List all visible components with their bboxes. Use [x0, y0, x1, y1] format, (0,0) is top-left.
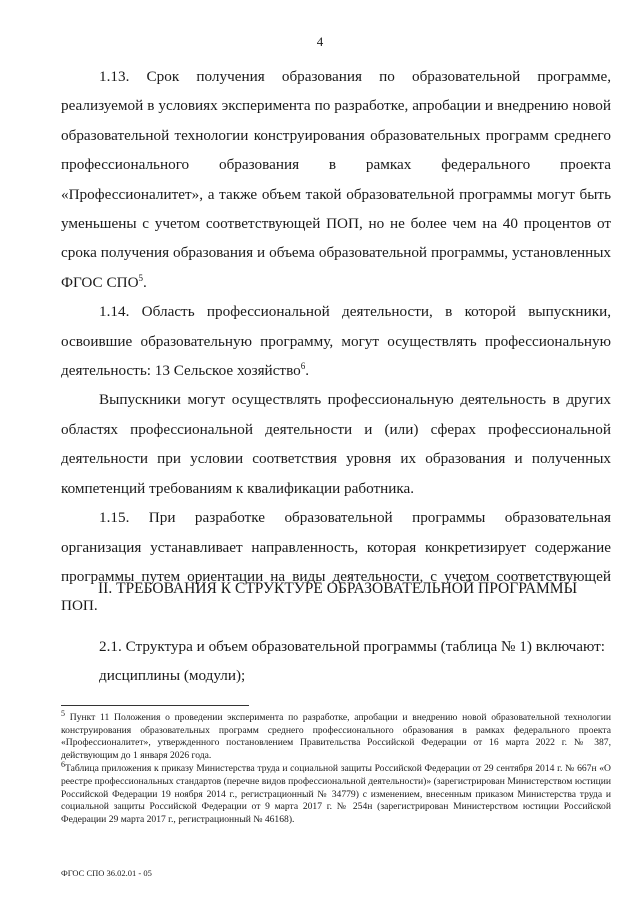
- footnote-ref-6: 6: [300, 361, 306, 371]
- section-heading: II. ТРЕБОВАНИЯ К СТРУКТУРЕ ОБРАЗОВАТЕЛЬНОЙ ПРОГРАММЫ: [98, 580, 578, 597]
- footnote-ref-5: 5: [138, 272, 144, 283]
- document-code: ФГОС СПО 36.02.01 - 05: [61, 868, 152, 878]
- footnote-5: $^5$ Пункт 11 Положения о проведении эксперимента по разработке, апробации и внедрению новой образовательной технологии конструирования образовательных программ среднего профессионального образования в рамках федерального проекта «Профессионалитет», утвержденного постановлением Правительства Российской Федерации от 16 марта 2022 г. № 387, действующим до 1 января 2026 года.: [61, 708, 611, 761]
- main-text-lower: [61, 632, 611, 691]
- footnote-6: $^6$Таблица приложения к приказу Министерства труда и социальной защиты Российской Федерации от 29 сентября 2014 г. № 667н «О реестре профессиональных стандартов (перечне видов профессиональной деятельности)» (зарегистрирован Министерством юстиции Российской Федерации 19 ноября 2014 г., регистрационный № 34779) с изменением, внесенным приказом Министерства труда и социальной защиты Российской Федерации от 9 марта 2017 г. № 254н (зарегистрирован Министерством юстиции Российской Федерации 29 марта 2017 г., регистрационный № 46168).: [61, 760, 611, 825]
- paragraph-1-13: 1.13. Срок получения образования по образовательной программе, реализуемой в условиях эксперимента по разработке, апробации и внедрению новой образовательной технологии конструирования образовательных программ среднего профессионального образования в рамках федерального проекта «Профессионалитет», а также объем такой образовательной программы могут быть уменьшены с учетом соответствующей ПОП, но не более чем на 40 процентов от срока получения образования и объема образовательной программы, установленных ФГОС СПО$^5$.: [61, 68, 611, 291]
- paragraph-1-15: 1.15. При разработке образовательной программы образовательная организация устанавливает направленность, которая конкретизирует содержание программы путем ориентации на виды деятельности, с учетом соответствующей ПОП.: [61, 509, 611, 615]
- main-text-upper: [61, 62, 611, 621]
- list-item-disciplines: дисциплины (модули);: [99, 667, 246, 685]
- footnote-separator: [61, 705, 249, 706]
- page-number: 4: [316, 34, 324, 49]
- footnotes: [61, 708, 611, 827]
- paragraph-2-1: 2.1. Структура и объем образовательной программы (таблица № 1) включают:: [99, 638, 605, 655]
- paragraph-1-14: 1.14. Область профессиональной деятельности, в которой выпускники, освоившие образовательную программу, могут осуществлять профессиональную деятельность: 13 Сельское хозяйство$^6$.: [61, 303, 611, 380]
- paragraph-graduates: Выпускники могут осуществлять профессиональную деятельность в других областях профессиональной деятельности и (или) сферах профессиональной деятельности при условии соответствия уровня их образования и полученных компетенций требованиям к квалификации работника.: [61, 391, 611, 497]
